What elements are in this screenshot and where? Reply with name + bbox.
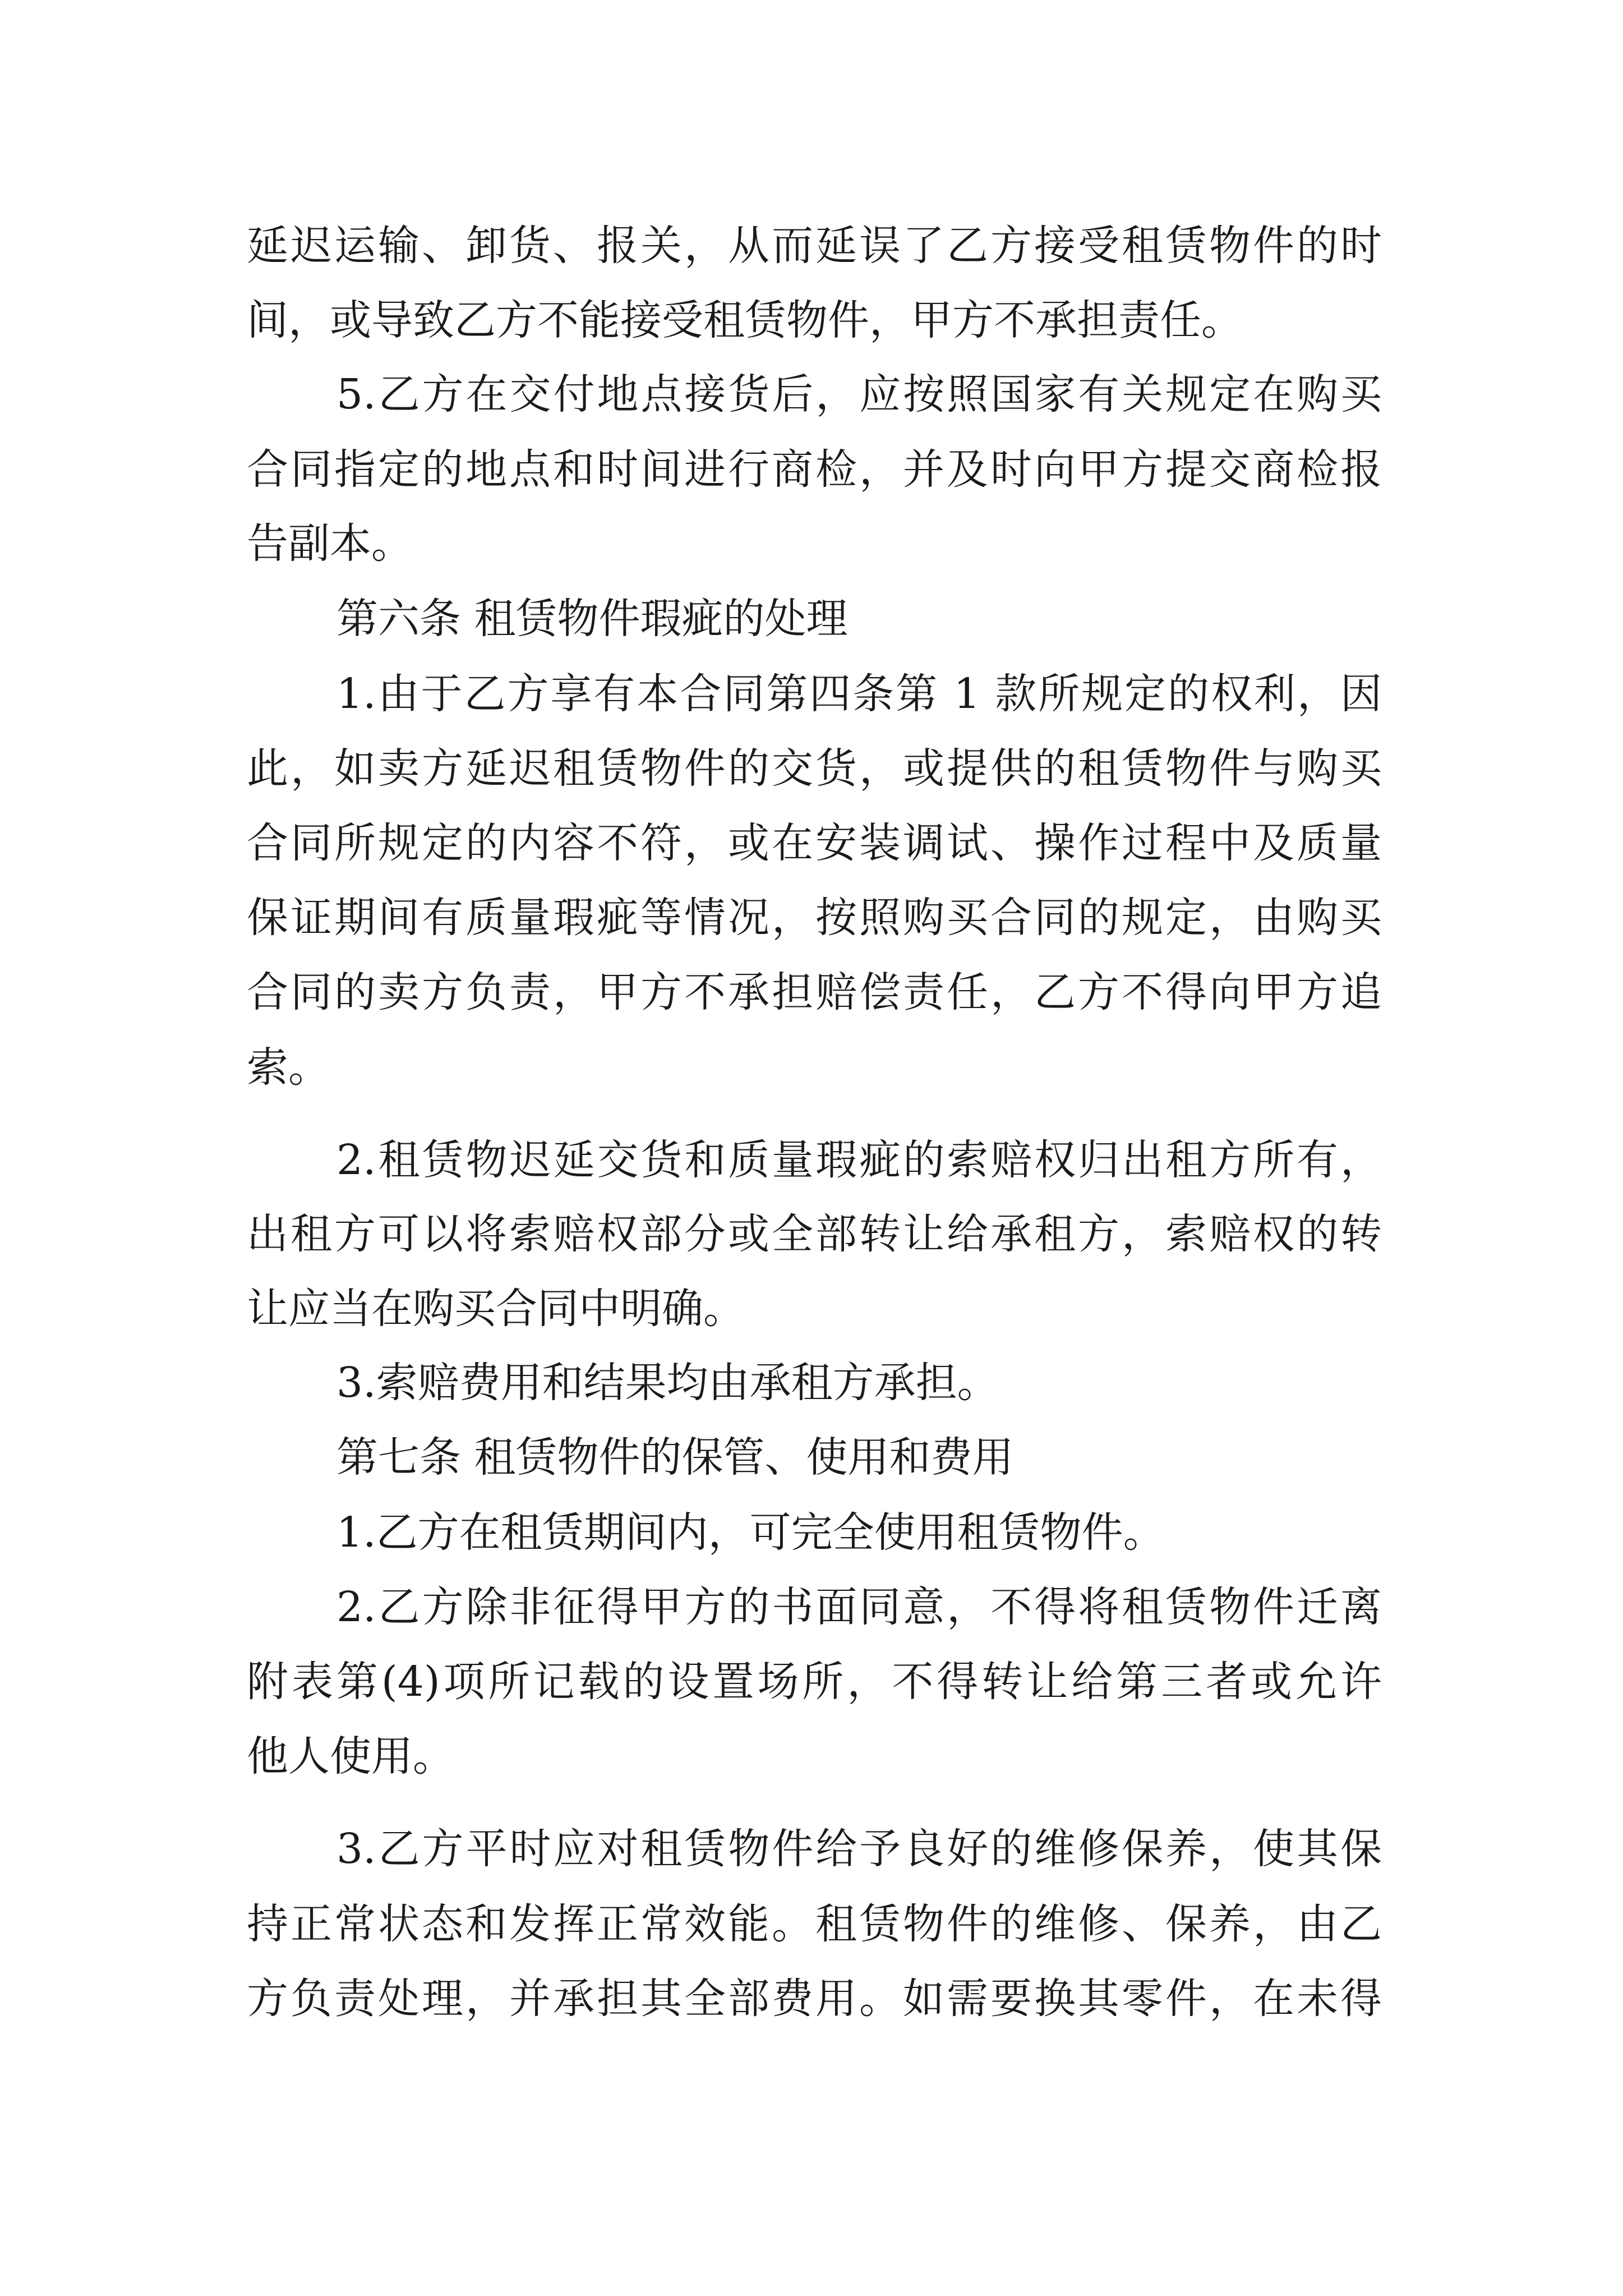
text-line: 出租方可以将索赔权部分或全部转让给承租方，索赔权的转 [247,1210,1382,1258]
text-line: 让应当在购买合同中明确。 [247,1285,745,1333]
section-heading: 第六条 租赁物件瑕疵的处理 [336,595,848,643]
text-line: 1.乙方在租赁期间内，可完全使用租赁物件。 [336,1508,1165,1557]
text-line: 3.乙方平时应对租赁物件给予良好的维修保养，使其保 [336,1825,1382,1873]
text-line: 3.索赔费用和结果均由承租方承担。 [336,1359,999,1407]
text-line: 此，如卖方延迟租赁物件的交货，或提供的租赁物件与购买 [247,744,1382,793]
text-line: 2.乙方除非征得甲方的书面同意，不得将租赁物件迁离 [336,1583,1382,1631]
text-line: 持正常状态和发挥正常效能。租赁物件的维修、保养，由乙 [247,1900,1382,1948]
text-line: 告副本。 [247,519,413,568]
text-line: 附表第(4)项所记载的设置场所，不得转让给第三者或允许 [247,1658,1382,1706]
text-line: 5.乙方在交付地点接货后，应按照国家有关规定在购买 [336,370,1382,418]
text-line: 索。 [247,1043,330,1092]
text-line: 合同指定的地点和时间进行商检，并及时向甲方提交商检报 [247,445,1382,494]
section-heading: 第七条 租赁物件的保管、使用和费用 [336,1433,1014,1481]
text-line: 间，或导致乙方不能接受租赁物件，甲方不承担责任。 [247,296,1243,344]
text-line: 保证期间有质量瑕疵等情况，按照购买合同的规定，由购买 [247,894,1382,942]
text-line: 延迟运输、卸货、报关，从而延误了乙方接受租赁物件的时 [247,222,1382,270]
text-line: 2.租赁物迟延交货和质量瑕疵的索赔权归出租方所有， [336,1136,1382,1184]
text-line: 合同的卖方负责，甲方不承担赔偿责任，乙方不得向甲方追 [247,968,1382,1016]
text-line: 合同所规定的内容不符，或在安装调试、操作过程中及质量 [247,819,1382,867]
text-line: 1.由于乙方享有本合同第四条第 1 款所规定的权利，因 [336,670,1382,718]
text-line: 他人使用。 [247,1732,454,1780]
text-line: 方负责处理，并承担其全部费用。如需要换其零件，在未得 [247,1975,1382,2023]
